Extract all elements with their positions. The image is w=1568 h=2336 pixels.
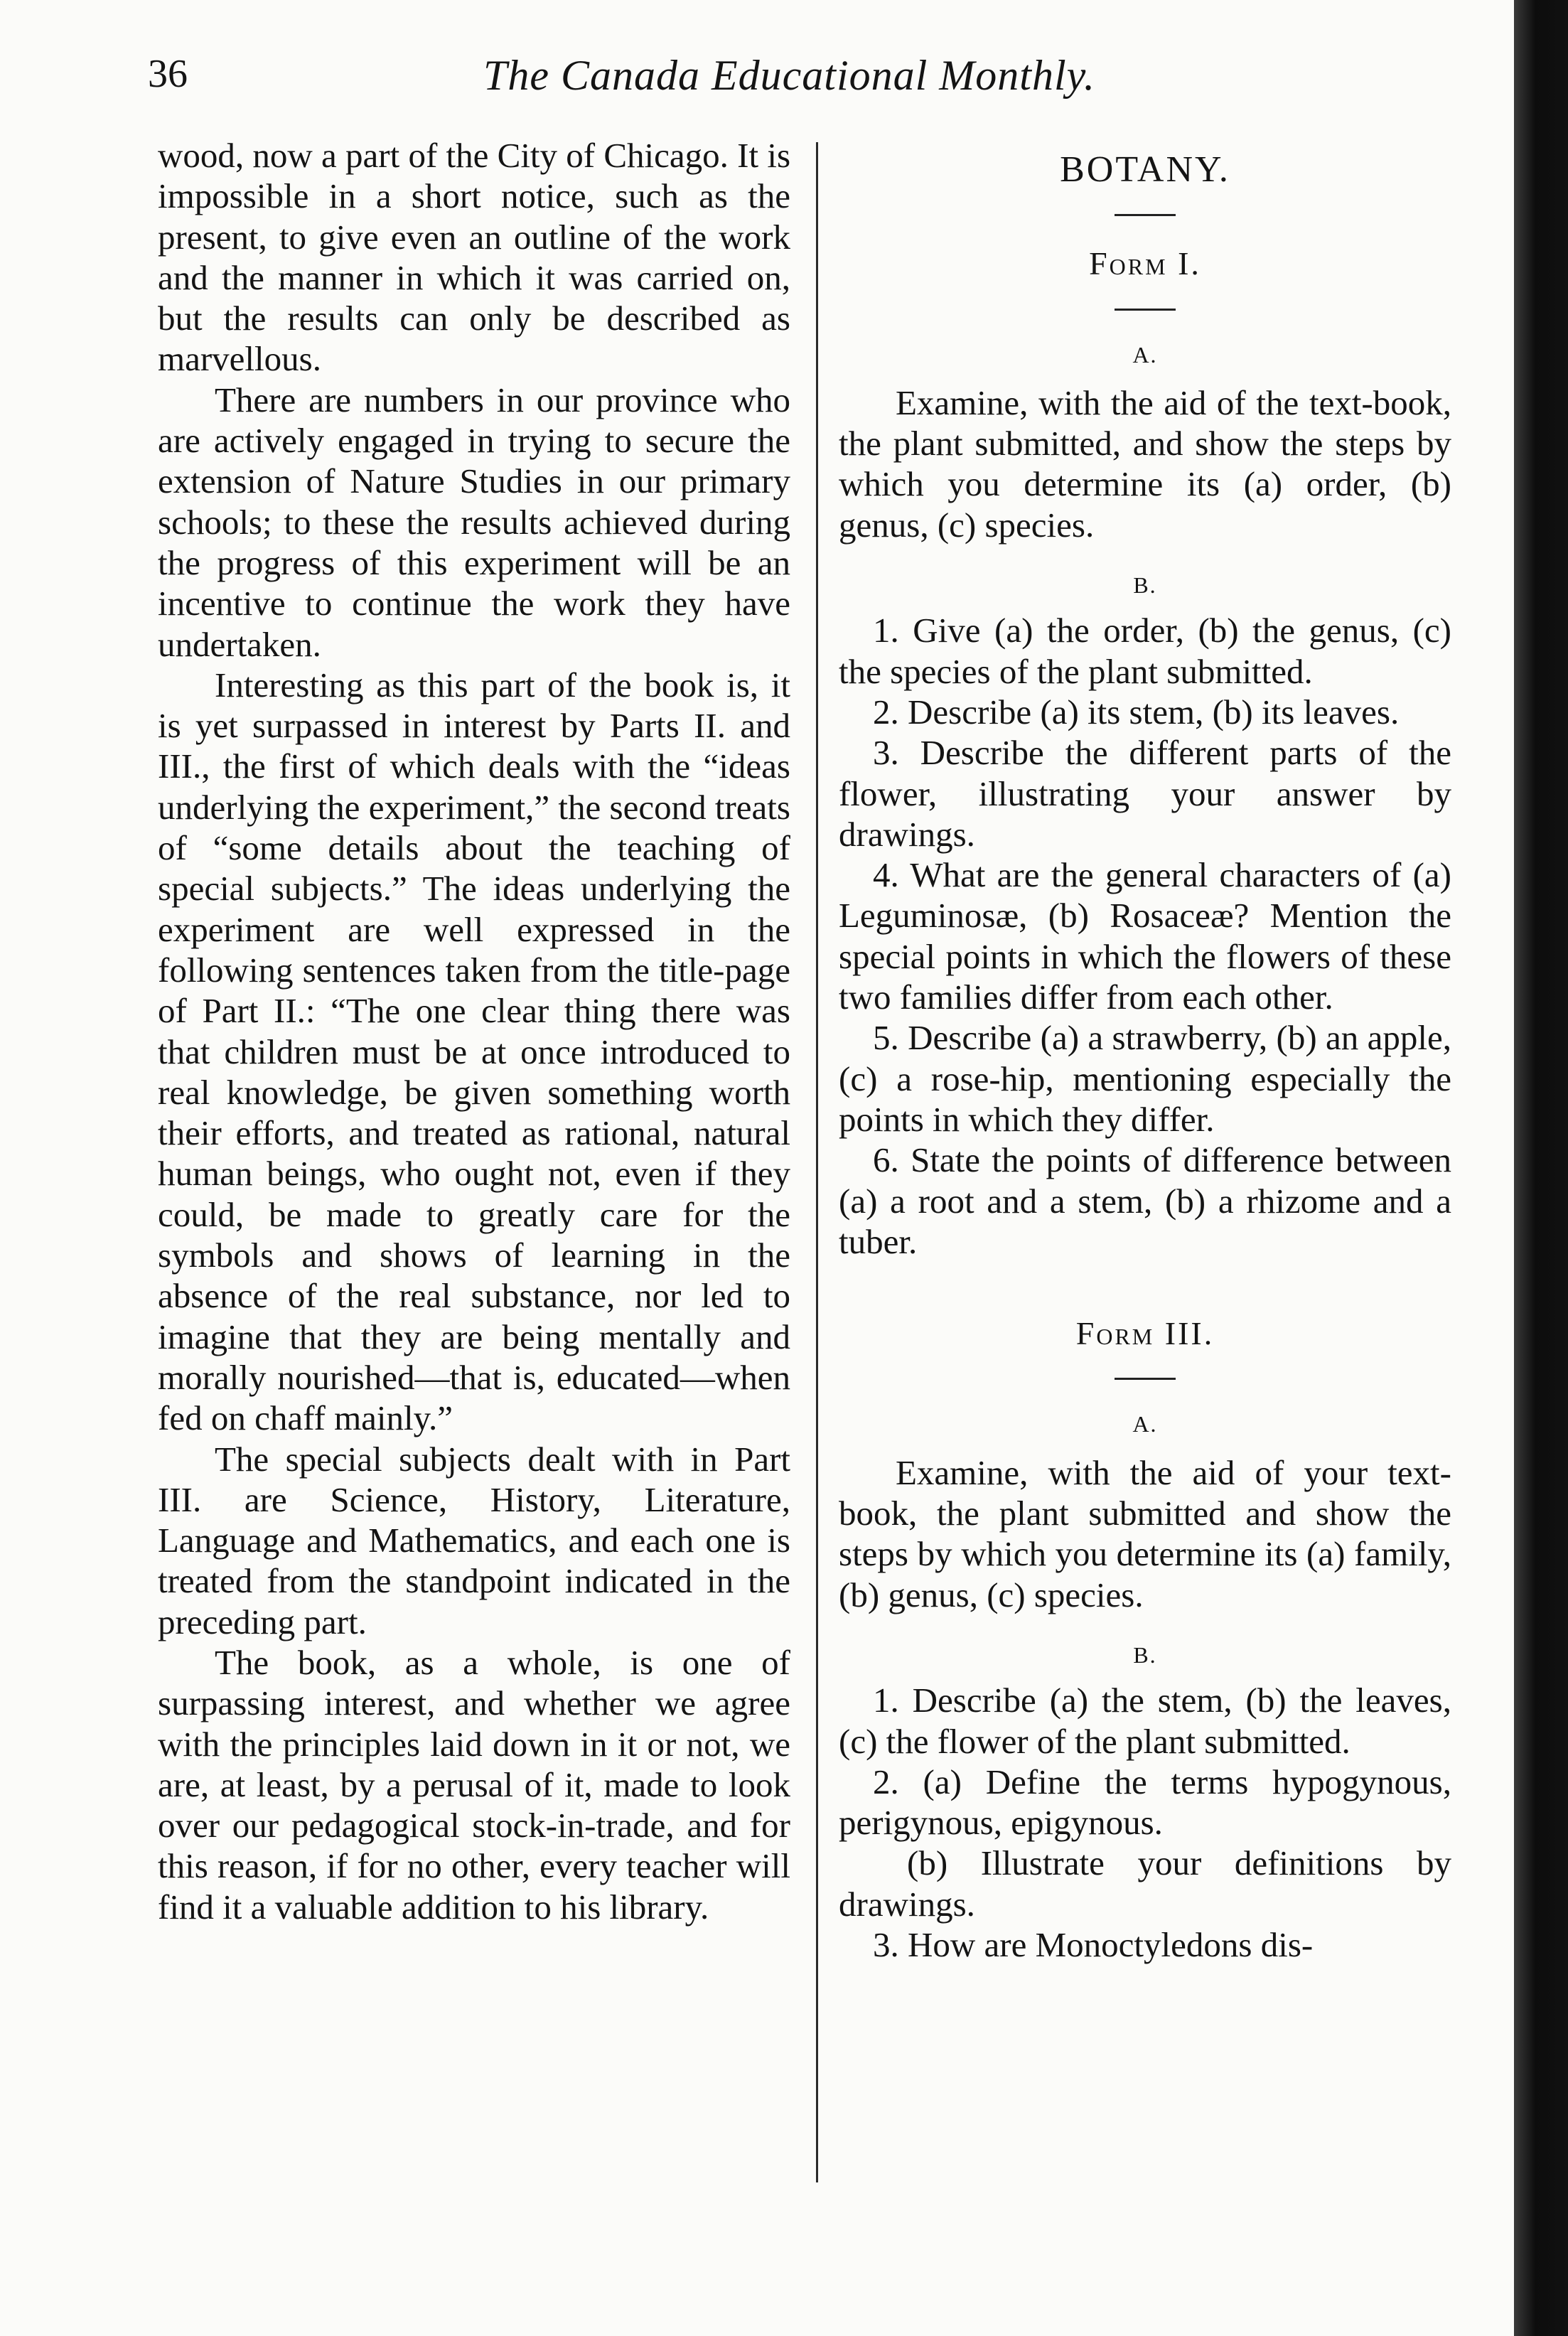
subsection-label: B. <box>1133 572 1157 599</box>
subsection-label: A. <box>1132 1411 1158 1437</box>
section-title: BOTANY. <box>1060 149 1230 190</box>
page-edge-shadow <box>1514 0 1568 2336</box>
running-title: The Canada Educational Monthly. <box>483 52 1095 99</box>
divider-rule <box>1115 1378 1176 1380</box>
paragraph: The special subjects dealt with in Part III. are Science, History, Literature, Language and Mathematics, and each one is treated from the standpoint indicated in the preceding part. <box>158 1439 790 1641</box>
paragraph: The book, as a whole, is one of surpassing interest, and whether we agree with the principles laid down in it or not, we are, at least, by a perusal of it, made to look over our pedagogical stock-in-trade, and for this reason, if for no other, every teacher will find it a valuable addition to his library. <box>158 1642 790 1927</box>
question-item: 1. Describe (a) the stem, (b) the leaves, (c) the flower of the plant submitted. <box>839 1681 1451 1761</box>
subsection-label: B. <box>1133 1641 1157 1668</box>
divider-rule <box>1115 309 1176 311</box>
paragraph: Interesting as this part of the book is, it is yet surpassed in interest by Parts II. and III., the first of which deals with the “ideas underlying the experiment,” the second treats of “some details about the teaching of special subjects.” The ideas underlying the experiment are well expressed in the following sentences taken from the title-page of Part II.: “The one clear thing there was that children must be at once introduced to real knowledge, be given something worth their efforts, and treated as rational, natural human beings, who ought not, even if they could, be made to greatly care for the symbols and shows of learning in the absence of the real substance, nor led to imagine that they are being mentally and morally nourished—that is, educated—when fed on chaff mainly.” <box>158 665 790 1438</box>
question-item: 5. Describe (a) a strawberry, (b) an apple, (c) a rose-hip, mentioning especially the points in which they differ. <box>839 1018 1451 1139</box>
paragraph: There are numbers in our province who are actively engaged in trying to secure the extension of Nature Studies in our primary schools; to these the results achieved during the progress of this experiment will be an incentive to continue the work they have undertaken. <box>158 380 790 664</box>
question-text: Examine, with the aid of your text-book, the plant submitted and show the steps by which you determine its (a) family, (b) genus, (c) species. <box>839 1452 1451 1614</box>
question-item: 2. Describe (a) its stem, (b) its leaves. <box>873 692 1400 732</box>
question-item: 2. (a) Define the terms hypogynous, perigynous, epigynous. <box>839 1762 1451 1843</box>
question-text: Examine, with the aid of the text-book, the plant submitted, and show the steps by which you determine its (a) order, (b) genus, (c) species. <box>839 382 1451 545</box>
question-item: 6. State the points of difference between (a) a root and a stem, (b) a rhizome and a tuber. <box>839 1140 1451 1261</box>
question-item: 4. What are the general characters of (a) Leguminosæ, (b) Rosaceæ? Mention the special points in which the flowers of these two families differ from each other. <box>839 855 1451 1017</box>
question-item: (b) Illustrate your definitions by drawings. <box>839 1843 1451 1924</box>
left-column <box>158 135 790 1927</box>
divider-rule <box>1115 214 1176 216</box>
form-heading: Form I. <box>1089 245 1201 282</box>
form-heading: Form III. <box>1075 1315 1215 1352</box>
page-number: 36 <box>148 52 188 96</box>
question-item: 3. Describe the different parts of the flower, illustrating your answer by drawings. <box>839 733 1451 854</box>
page-header <box>0 44 1568 108</box>
paragraph: wood, now a part of the City of Chicago. It is impossible in a short notice, such as the present, to give even an outline of the work and the manner in which it was carried on, but the results can only be described as marvellous. <box>158 136 791 379</box>
question-item: 3. How are Monoctyledons dis- <box>873 1924 1314 1964</box>
question-item: 1. Give (a) the order, (b) the genus, (c) the species of the plant submitted. <box>839 611 1451 691</box>
right-column <box>839 135 1451 1965</box>
subsection-label: A. <box>1132 341 1158 368</box>
column-divider <box>816 142 818 2182</box>
